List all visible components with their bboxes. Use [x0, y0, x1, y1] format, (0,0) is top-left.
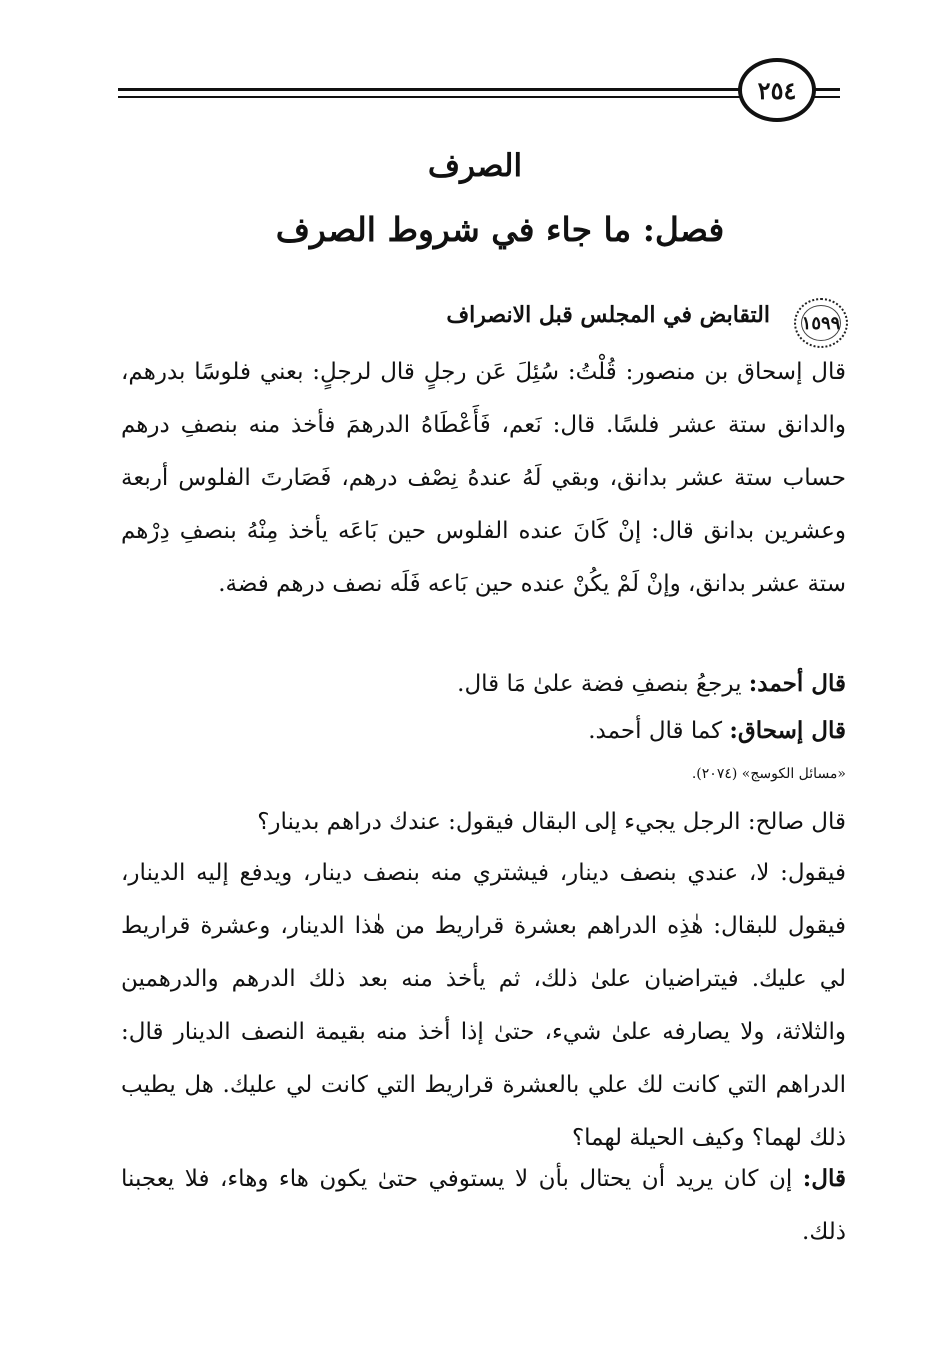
issue-number-badge: [794, 298, 848, 348]
paragraph-text: قال صالح: الرجل يجيء إلى البقال فيقول: عندك دراهم بدينار؟: [257, 809, 846, 835]
speaker-label: قال إسحاق:: [729, 717, 846, 744]
issue-heading: [100, 298, 848, 348]
page-number-ornament: [738, 58, 816, 122]
section-title: فصل: ما جاء في شروط الصرف: [275, 210, 725, 249]
paragraph: [121, 795, 846, 849]
paragraph: [121, 846, 846, 1165]
paragraph: [121, 345, 846, 611]
paragraph: [121, 1152, 846, 1259]
speaker-label: قال أحمد:: [748, 670, 846, 697]
paragraph-text: قال إسحاق بن منصور: قُلْتُ: سُئِلَ عَن رجلٍ قال لرجلٍ: بعني فلوسًا بدرهم، والدانق ستة عشر فلسًا. قال: نَعم، فَأَعْطَاهُ الدرهمَ فأخذ منه بنصفِ درهم حساب ستة عشر بدانق، وبقي لَهُ عندهُ نِصْف درهم، فَصَارتَ الفلوس أربعة وعشرين بدانق قال: إنْ كَانَ عنده الفلوس حين بَاعَه يأخذ مِنْهُ بنصفِ دِرْهم ستة عشر بدانق، وإنْ لَمْ يكُنْ عنده حين بَاعه فَلَه نصف درهم فضة.: [121, 359, 846, 597]
citation: «مسائل الكوسج» (٢٠٧٤).: [691, 766, 846, 782]
paragraph-text: إن كان يريد أن يحتال بأن لا يستوفي حتىٰ يكون هاء وهاء، فلا يعجبنا ذلك.: [121, 1166, 846, 1245]
paragraph-text: يرجعُ بنصفِ فضة علىٰ مَا قال.: [457, 671, 749, 697]
paragraph-text: كما قال أحمد.: [588, 718, 730, 744]
header-rule: [118, 88, 840, 91]
paragraph-text: فيقول: لا، عندي بنصف دينار، فيشتري منه بنصف دينار، ويدفع إليه الدينار، فيقول للبقال: هٰذِه الدراهم بعشرة قراريط من هٰذا الدينار، وعشرة قراريط لي عليك. فيتراضيان علىٰ ذلك، ثم يأخذ منه بعد ذلك الدرهم والدرهمين والثلاثة، ولا يصارفه علىٰ شيء، حتىٰ إذا أخذ منه بقيمة النصف الدينار قال: الدراهم التي كانت لك علي بالعشرة قراريط التي كانت لي عليك. هل يطيب ذلك لهما؟ وكيف الحيلة لهما؟: [121, 860, 846, 1151]
page-number: ٢٥٤: [757, 75, 797, 105]
chapter-title: الصرف: [427, 148, 523, 184]
speaker-label: قال:: [802, 1165, 846, 1192]
paragraph: [121, 657, 846, 711]
paragraph: [121, 704, 846, 758]
issue-number: ١٥٩٩: [801, 312, 841, 334]
issue-title: التقابض في المجلس قبل الانصراف: [446, 302, 770, 328]
header-rule-thin: [118, 96, 840, 98]
